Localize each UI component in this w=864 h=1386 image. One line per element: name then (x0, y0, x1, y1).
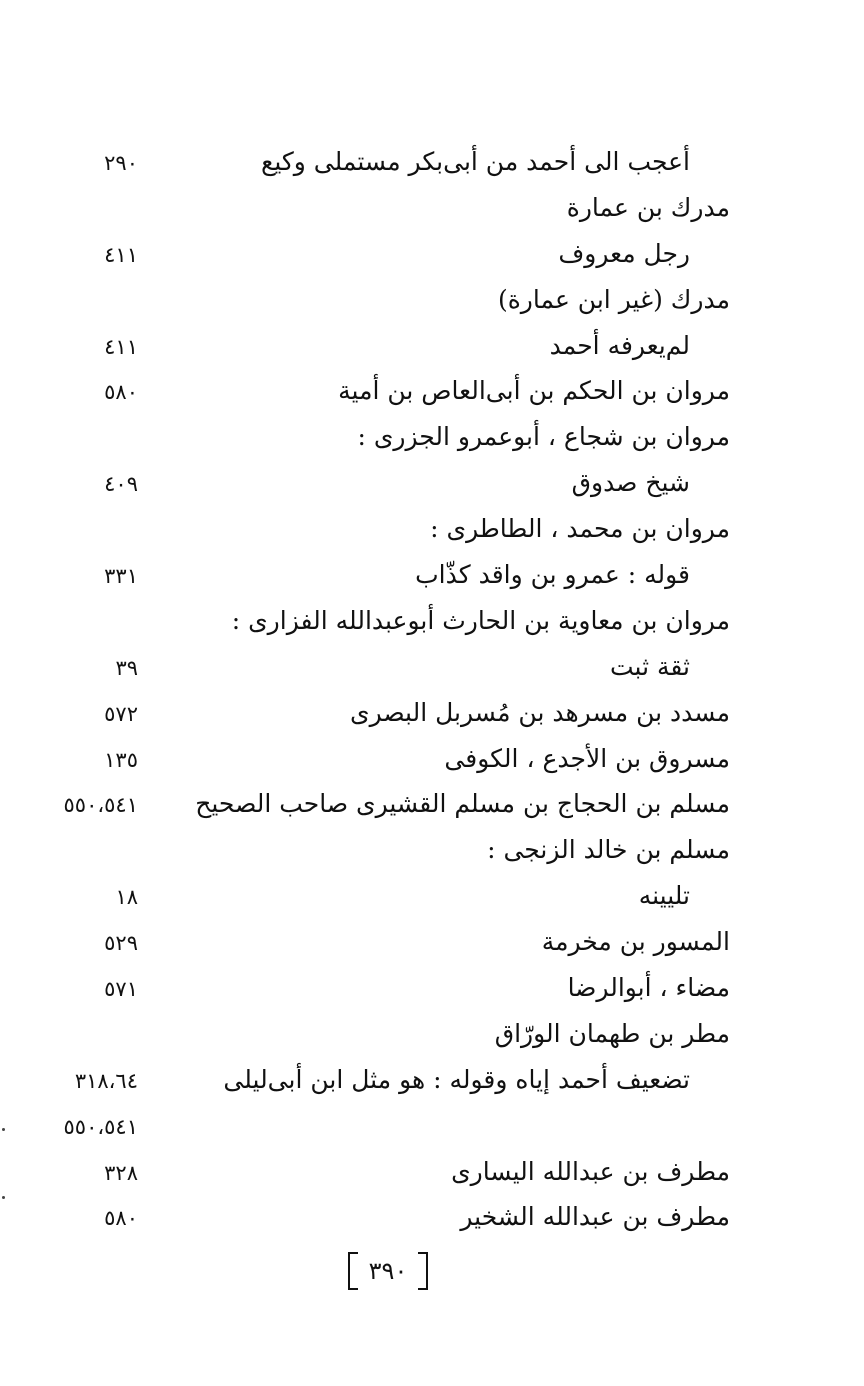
index-entry (0, 599, 864, 645)
page-number-value: ٣٩٠ (368, 1257, 408, 1285)
index-entry (0, 278, 864, 324)
entry-text: مطرف بن عبدالله الشخير (460, 1202, 730, 1232)
index-entry (0, 415, 864, 461)
entry-text: مروان بن شجاع ، أبوعمرو الجزرى : (357, 422, 730, 452)
page-reference: ٣٣١ (104, 564, 138, 589)
entry-text: لم‌يعرفه أحمد (549, 330, 690, 360)
page-reference: ٣٩ (115, 655, 138, 680)
entry-text: مطرف بن عبدالله اليسارى (451, 1156, 730, 1186)
entry-text: قوله : عمرو بن واقد كذّاب (415, 560, 690, 590)
right-bracket-icon (418, 1252, 428, 1290)
entry-text: مسروق بن الأجدع ، الكوفى (444, 743, 730, 773)
entry-text: مروان بن الحكم بن أبى‌العاص بن أمية (338, 376, 730, 406)
page-reference: ١٣٥ (104, 747, 138, 772)
page-reference: ٥٥٠،٥٤١ (63, 793, 138, 818)
page-reference: ٥٧٢ (104, 701, 138, 726)
entry-text: ثقة ثبت (609, 651, 690, 681)
margin-dot-icon (2, 1128, 5, 1131)
page-reference: ٥٢٩ (104, 931, 138, 956)
index-subentry (0, 232, 864, 278)
page-reference: ٥٨٠ (104, 1206, 138, 1231)
left-bracket-icon (348, 1252, 358, 1290)
index-entry (0, 691, 864, 737)
page-reference: ٥٧١ (104, 977, 138, 1002)
entry-text: مروان بن محمد ، الطاطرى : (430, 514, 730, 544)
entry-text: مضاء ، أبوالرضا (567, 973, 730, 1003)
index-entry (0, 369, 864, 415)
entry-text: مدرك بن عمارة (566, 192, 730, 222)
index-subentry (0, 324, 864, 370)
index-subentry (0, 1058, 864, 1104)
index-entry (0, 1012, 864, 1058)
index-entry (0, 1150, 864, 1196)
index-entry (0, 1104, 864, 1150)
index-list (0, 140, 864, 1241)
index-entry (0, 1195, 864, 1241)
page-reference: ٤١١ (104, 242, 138, 267)
entry-text: شيخ صدوق (571, 468, 690, 498)
entry-text: تليينه (638, 881, 690, 911)
page-reference: ٤٠٩ (104, 472, 138, 497)
page-reference: ٣٢٨ (104, 1160, 138, 1185)
index-subentry (0, 874, 864, 920)
page-reference: ٥٥٠،٥٤١ (63, 1114, 138, 1139)
entry-text: المسور بن مخرمة (541, 927, 730, 957)
entry-text: مسدد بن مسرهد بن مُسربل البصرى (350, 697, 730, 727)
entry-text: مدرك (غير ابن عمارة) (497, 284, 730, 314)
index-subentry (0, 553, 864, 599)
page-reference: ٤١١ (104, 334, 138, 359)
entry-text: مسلم بن خالد الزنجى : (487, 835, 730, 865)
entry-text: مسلم بن الحجاج بن مسلم القشيرى صاحب الصحيح (195, 789, 730, 819)
index-subentry (0, 461, 864, 507)
index-entry (0, 737, 864, 783)
index-subentry (0, 140, 864, 186)
index-entry (0, 186, 864, 232)
entry-text: مروان بن معاوية بن الحارث أبوعبدالله الفزارى : (231, 605, 730, 635)
index-entry (0, 920, 864, 966)
page-number (346, 1252, 430, 1290)
entry-text: أعجب الى أحمد من أبى‌بكر مستملى وكيع (261, 147, 690, 176)
page-reference: ١٨ (115, 885, 138, 910)
index-entry (0, 507, 864, 553)
entry-text: رجل معروف (558, 238, 690, 268)
index-subentry (0, 645, 864, 691)
page-reference: ٥٨٠ (104, 380, 138, 405)
entry-text: مطر بن طهمان الورّاق (494, 1018, 730, 1048)
margin-dot-icon (2, 1196, 5, 1199)
entry-text: تضعيف أحمد إياه وقوله : هو مثل ابن أبى‌ليلى (223, 1064, 690, 1094)
page-reference: ٣١٨،٦٤ (74, 1068, 138, 1093)
index-entry (0, 828, 864, 874)
index-entry (0, 782, 864, 828)
page-reference: ٢٩٠ (104, 151, 138, 175)
index-entry (0, 966, 864, 1012)
